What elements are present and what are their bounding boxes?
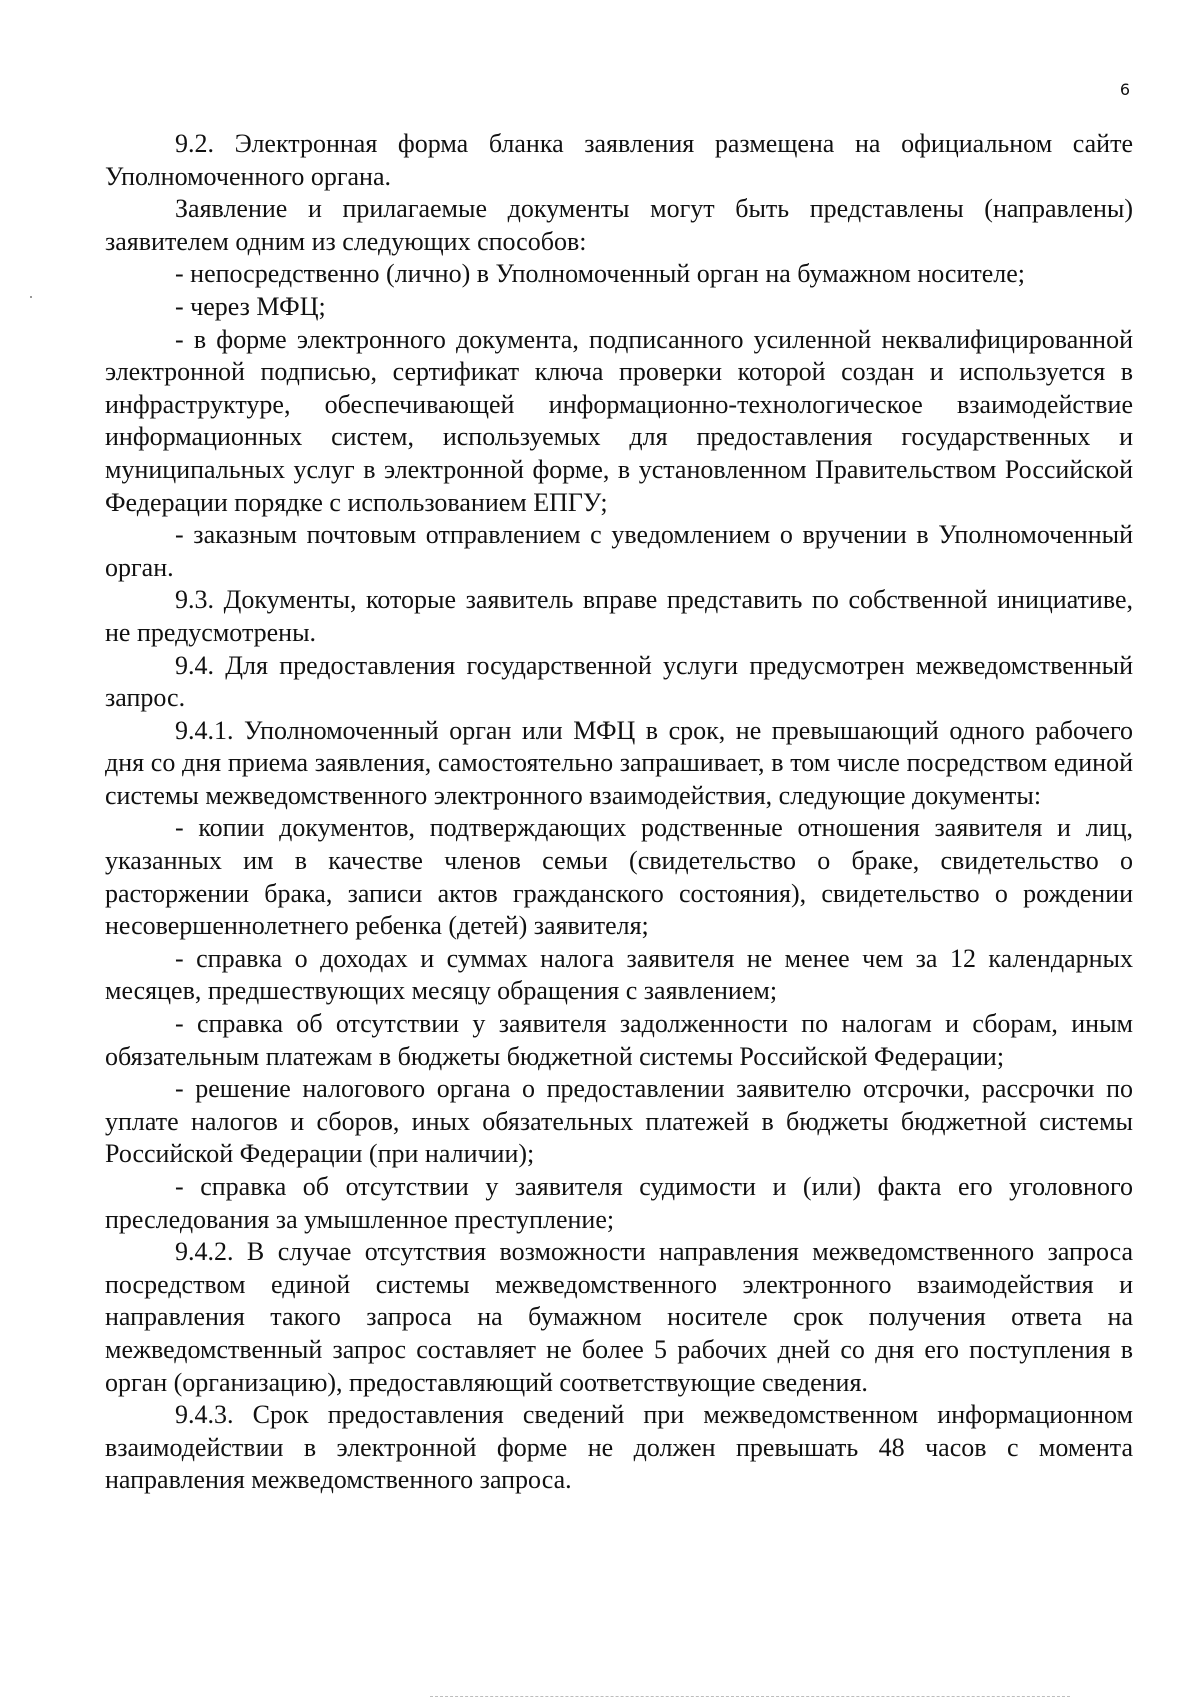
list-item-tax-deferral-decision: - решение налогового органа о предоставлении заявителю отсрочки, рассрочки по уплате налогов и сборов, иных обязательных платежей в бюджеты бюджетной системы Российской Федерации (при наличии); (105, 1074, 1133, 1169)
list-item-electronic: - в форме электронного документа, подписанного усиленной неквалифицированной электронной подписью, сертификат ключа проверки которой создан и используется в инфраструктуре, обеспечивающей информационно-технологическое взаимодействие информационных систем, используемых для предоставления государственных и муниципальных услуг в электронной форме, в установленном Правительством Российской Федерации порядке с использованием ЕПГУ; (105, 324, 1133, 517)
scan-bottom-line (430, 1696, 1070, 1697)
list-item-registered-mail: - заказным почтовым отправлением с уведомлением о вручении в Уполномоченный орган. (105, 520, 1133, 582)
list-item-kinship-documents: - копии документов, подтверждающих родственные отношения заявителя и лиц, указанных им в качестве членов семьи (свидетельство о браке, свидетельство о расторжении брака, записи актов гражданского состояния), свидетельство о рождении несовершеннолетнего ребенка (детей) заявителя; (105, 813, 1133, 941)
list-item-in-person: - непосредственно (лично) в Уполномоченный орган на бумажном носителе; (175, 259, 1025, 289)
list-item-criminal-record-certificate: - справка об отсутствии у заявителя судимости и (или) факта его уголовного преследования за умышленное преступление; (105, 1172, 1133, 1234)
scan-speck (30, 296, 32, 298)
list-item-tax-debt-certificate: - справка об отсутствии у заявителя задолженности по налогам и сборам, иным обязательным платежам в бюджеты бюджетной системы Российской Федерации; (105, 1009, 1133, 1071)
list-item-income-certificate: - справка о доходах и суммах налога заявителя не менее чем за 12 календарных месяцев, предшествующих месяцу обращения с заявлением; (105, 943, 1133, 1006)
paragraph-9-3: 9.3. Документы, которые заявитель вправе представить по собственной инициативе, не предусмотрены. (105, 585, 1133, 647)
paragraph-9-4: 9.4. Для предоставления государственной услуги предусмотрен межведомственный запрос. (105, 650, 1133, 713)
document-body (105, 128, 1133, 1497)
paragraph-9-2: 9.2. Электронная форма бланка заявления размещена на официальном сайте Уполномоченного органа. (105, 129, 1133, 191)
paragraph-submission-methods: Заявление и прилагаемые документы могут быть представлены (направлены) заявителем одним из следующих способов: (105, 194, 1133, 256)
page-number: 6 (1119, 80, 1130, 99)
list-item-mfc: - через МФЦ; (175, 291, 326, 321)
paragraph-9-4-3: 9.4.3. Срок предоставления сведений при межведомственном информационном взаимодействии в электронной форме не должен превышать 48 часов с момента направления межведомственного запроса. (105, 1400, 1133, 1495)
paragraph-9-4-1: 9.4.1. Уполномоченный орган или МФЦ в срок, не превышающий одного рабочего дня со дня приема заявления, самостоятельно запрашивает, в том числе посредством единой системы межведомственного электронного взаимодействия, следующие документы: (105, 715, 1133, 810)
paragraph-9-4-2: 9.4.2. В случае отсутствия возможности направления межведомственного запроса посредством единой системы межведомственного электронного взаимодействия и направления такого запроса на бумажном носителе срок получения ответа на межведомственный запрос составляет не более 5 рабочих дней со дня его поступления в орган (организацию), предоставляющий соответствующие сведения. (105, 1237, 1133, 1397)
